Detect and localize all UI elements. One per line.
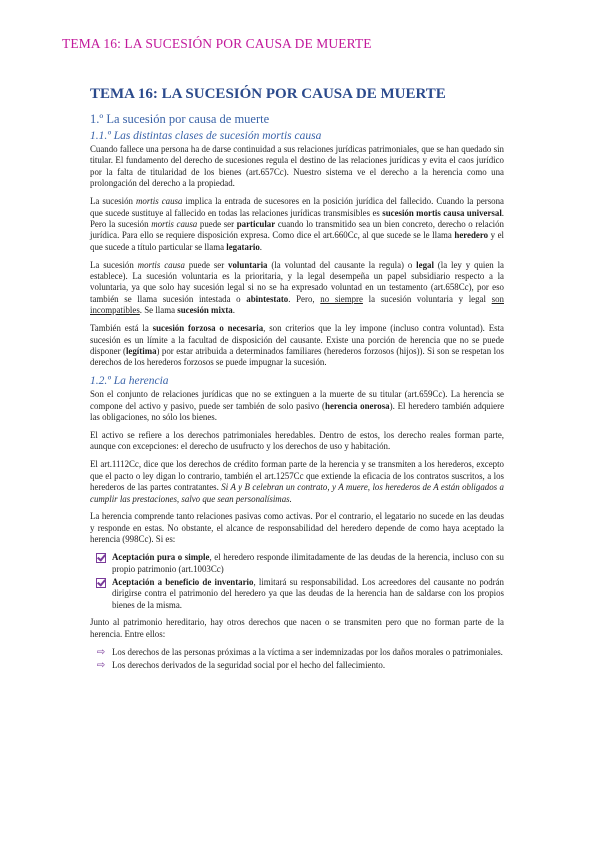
list-item: Aceptación pura o simple, el heredero responde ilimitadamente de las deudas de la herencia, incluso con su propio patrimonio (art.1003Cc) (90, 552, 504, 575)
paragraph-4: También está la sucesión forzosa o necesaria, son criterios que la ley impone (incluso contra voluntad). Esta sucesión es un límite a la facultad de disposición del causante. Existe una porción de herencia que no se puede disponer (legítima) por estar atribuida a determinados familiares (herederos forzosos (hijos)). Si son se respetan los derechos de los herederos forzosos se puede impugnar la sucesión. (90, 323, 504, 368)
paragraph-3: La sucesión mortis causa puede ser voluntaria (la voluntad del causante la regula) o legal (la ley y quien la establece). La sucesión voluntaria es la prioritaria, y la legal desempeña un papel subsidiario respecto a la voluntaria, ya que solo hay sucesión legal si no se ha expresado voluntad en un testamento (art.658Cc), por eso también se llama sucesión intestada o abintestato. Pero, no siempre la sucesión voluntaria y legal son incompatibles. Se llama sucesión mixta. (90, 259, 504, 316)
list-item: ⇨ Los derechos derivados de la seguridad social por el hecho del fallecimiento. (96, 659, 386, 671)
arrow-right-icon: ⇨ (96, 646, 106, 658)
document-title: TEMA 16: LA SUCESIÓN POR CAUSA DE MUERTE (90, 86, 446, 102)
paragraph-2: La sucesión mortis causa implica la entrada de sucesores en la posición jurídica del fallecido. Cuando la persona que sucede sustituye al fallecido en todas las relaciones jurídicas transmisibles es sucesión mortis causa universal. Pero la sucesión mortis causa puede ser particular cuando lo transmitido sea un bien concreto, derecho o relación jurídica. Para ello se requiere disposición expresa. Como dice el art.660Cc, al que sucede se le llama heredero y el que sucede a título particular se llama legatario. (90, 196, 505, 252)
subsection-heading-1-1: 1.1.º Las distintas clases de sucesión mortis causa (90, 130, 322, 142)
section-heading-1: 1.º La sucesión por causa de muerte (90, 112, 270, 126)
running-header: TEMA 16: LA SUCESIÓN POR CAUSA DE MUERTE (62, 36, 372, 51)
document-body (90, 86, 504, 677)
paragraph-7: El art.1112Cc, dice que los derechos de crédito forman parte de la herencia y se transmiten a los herederos, excepto que el pacto o ley digan lo contrario, también el art.1257Cc que extiende la eficacia de los contratos suscritos, a los herederos de las partes contratantes. Si A y B celebran un contrato, y A muere, los herederos de A están obligados a cumplir las prestaciones, salvo que sean personalísimas. (90, 459, 504, 504)
arrow-list (90, 647, 504, 672)
list-item: ⇨ Los derechos de las personas próximas a la víctima a ser indemnizadas por los daños morales o patrimoniales. (96, 646, 503, 658)
paragraph-5: Son el conjunto de relaciones jurídicas que no se extinguen a la muerte de su titular (art.659Cc). La herencia se compone del activo y pasivo, puede ser también de solo pasivo (herencia onerosa). El heredero también adquiere las obligaciones, no sólo los bienes. (90, 389, 505, 423)
paragraph-9: Junto al patrimonio hereditario, hay otros derechos que nacen o se transmiten pero que no forman parte de la herencia. Entre ellos: (90, 617, 504, 639)
checkbox-icon (96, 553, 106, 563)
paragraph-8: La herencia comprende tanto relaciones pasivas como activas. Por el contrario, el legatario no sucede en las deudas y responde en estas. No obstante, el alcance de responsabilidad del heredero depende de como haya aceptado la herencia (998Cc). Si es: (90, 511, 504, 545)
paragraph-1: Cuando fallece una persona ha de darse continuidad a sus relaciones jurídicas patrimoniales, que se han quedado sin titular. El fundamento del derecho de sucesiones regula el destino de las relaciones jurídicas y evita el caos jurídico por la falta de titularidad de los bienes (art.657Cc). Nuestro sistema ve el derecho a la herencia como una prolongación del derecho a la propiedad. (90, 144, 504, 189)
subsection-heading-1-2: 1.2.º La herencia (90, 375, 169, 388)
arrow-right-icon: ⇨ (96, 659, 106, 671)
list-item: Aceptación a beneficio de inventario, limitará su responsabilidad. Los acreedores del causante no podrán dirigirse contra el patrimonio del heredero ya que las deudas de la herencia han de saldarse con los propios bienes de la misma. (90, 577, 504, 611)
paragraph-6: El activo se refiere a los derechos patrimoniales heredables. Dentro de estos, los derecho reales forman parte, aunque con excepciones: el derecho de usufructo y los derechos de uso y habitación. (90, 430, 504, 452)
checkbox-icon (96, 578, 106, 588)
checkbox-list (90, 552, 504, 611)
